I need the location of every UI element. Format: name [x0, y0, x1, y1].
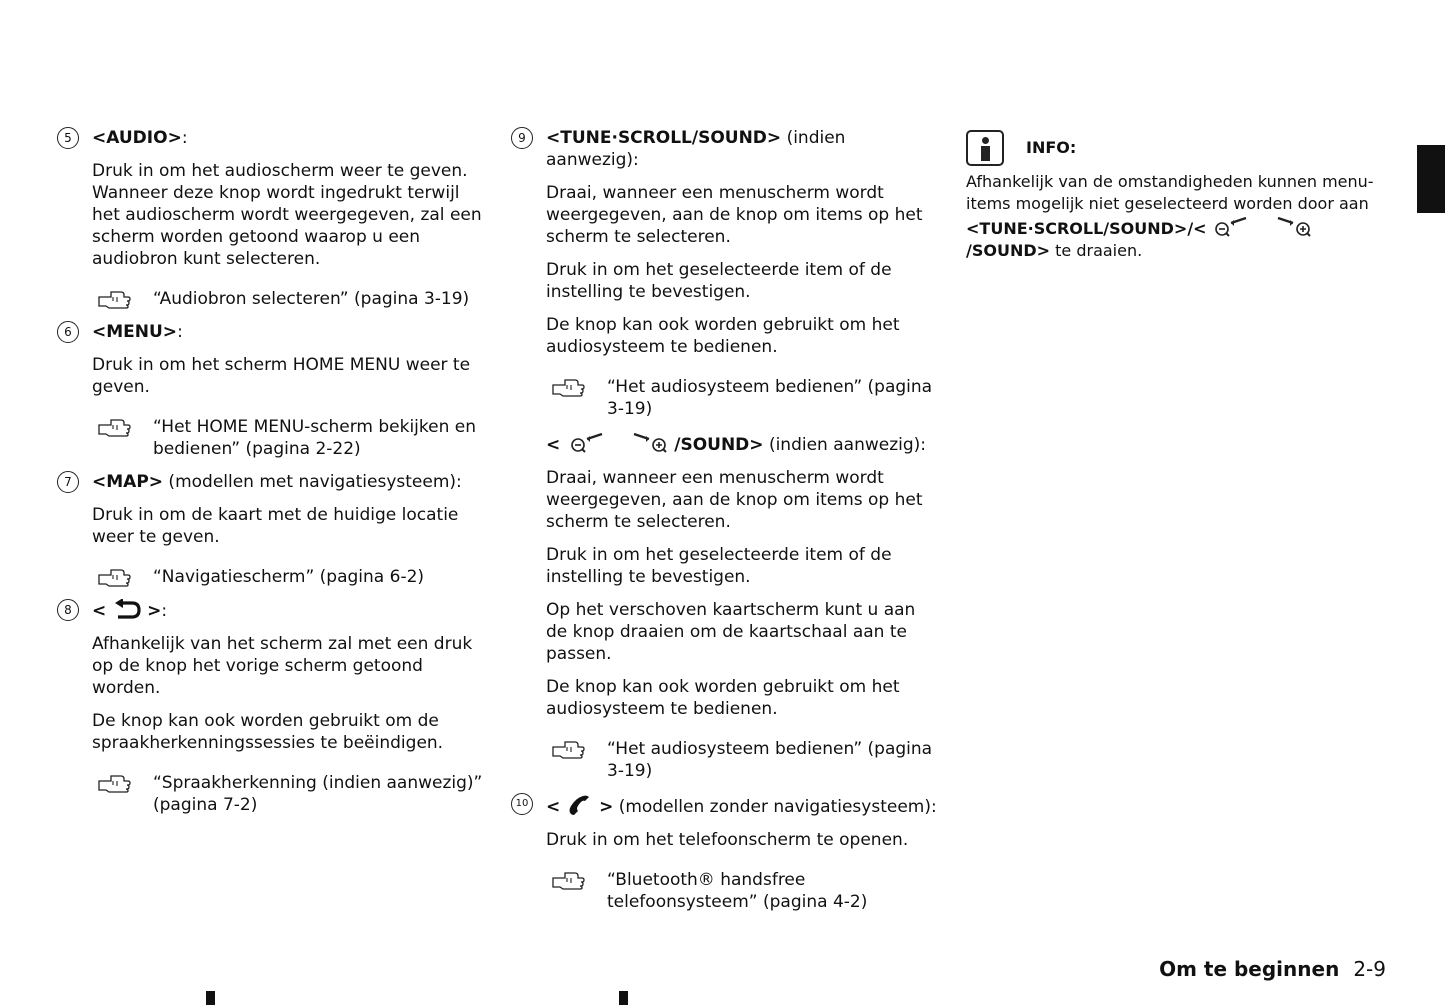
phone-label-close: > — [599, 797, 614, 817]
zoom-out-in-icon — [560, 431, 674, 455]
info-icon — [966, 130, 1004, 166]
crop-mark — [619, 991, 628, 1005]
item-phone-heading — [511, 793, 941, 818]
audio-reference — [153, 288, 487, 310]
reference-hand-icon — [551, 739, 585, 759]
phone-label-open: < — [546, 797, 561, 817]
zoom-reference-text: “Het audiosysteem bedienen” (pagina 3-19) — [607, 739, 933, 781]
zoom-description-2: Druk in om het geselecteerde item of de instelling te bevestigen. — [546, 545, 892, 587]
back-reference-text: “Spraakherkenning (indien aanwezig)” (pagina 7-2) — [153, 773, 483, 815]
phone-suffix: (modellen zonder navigatiesysteem): — [613, 797, 937, 817]
back-description-2: De knop kan ook worden gebruikt om de spraakherkenningssessies te beëindigen. — [92, 711, 444, 753]
zoom-description-1: Draai, wanneer een menuscherm wordt weergegeven, aan de knop om items op het scherm te selecteren. — [546, 468, 923, 532]
phone-icon — [566, 793, 594, 817]
item-number: 5 — [57, 127, 79, 149]
column-left — [57, 127, 487, 827]
zoom-description-4: De knop kan ook worden gebruikt om het audiosysteem te bedienen. — [546, 677, 900, 719]
item-number: 9 — [511, 127, 533, 149]
info-label: INFO: — [1026, 138, 1077, 157]
menu-reference-text: “Het HOME MENU-scherm bekijken en bedienen” (pagina 2-22) — [153, 417, 477, 459]
info-header — [966, 127, 1391, 169]
column-middle — [511, 127, 941, 924]
phone-reference — [607, 869, 941, 913]
crop-mark — [206, 991, 215, 1005]
info-text-1: Afhankelijk van de omstandigheden kunnen menu-items mogelijk niet geselecteerd worden door aan — [966, 172, 1374, 213]
tune-description-1: Draai, wanneer een menuscherm wordt weergegeven, aan de knop om items op het scherm te selecteren. — [546, 183, 923, 247]
item-number: 10 — [511, 793, 533, 815]
phone-reference-text: “Bluetooth® handsfree telefoonsysteem” (pagina 4-2) — [607, 870, 868, 912]
item-menu-heading — [57, 321, 487, 343]
audio-suffix: : — [181, 128, 188, 148]
zoom-reference — [607, 738, 941, 782]
back-description-1: Afhankelijk van het scherm zal met een druk op de knop het vorige scherm getoond worden. — [92, 634, 473, 698]
audio-reference-text: “Audiobron selecteren” (pagina 3-19) — [153, 289, 470, 309]
info-text — [966, 171, 1391, 262]
item-number: 6 — [57, 321, 79, 343]
chapter-tab-marker — [1417, 145, 1445, 213]
reference-hand-icon — [97, 773, 131, 793]
info-note — [966, 127, 1391, 262]
reference-hand-icon — [551, 870, 585, 890]
zoom-label-close: /SOUND> — [674, 435, 764, 455]
map-suffix: (modellen met navigatiesysteem): — [163, 472, 462, 492]
tune-reference — [607, 376, 941, 420]
zoom-out-in-icon — [1207, 215, 1317, 239]
info-bold-2: /SOUND> — [966, 241, 1051, 260]
zoom-suffix: (indien aanwezig): — [763, 435, 927, 455]
map-description: Druk in om de kaart met de huidige locatie weer te geven. — [92, 505, 459, 547]
item-number: 7 — [57, 471, 79, 493]
phone-description: Druk in om het telefoonscherm te openen. — [546, 830, 909, 850]
menu-label: <MENU> — [92, 322, 178, 342]
menu-description: Druk in om het scherm HOME MENU weer te geven. — [92, 355, 471, 397]
map-label: <MAP> — [92, 472, 164, 492]
zoom-description-3: Op het verschoven kaartscherm kunt u aan de knop draaien om de kaartschaal aan te passen. — [546, 600, 916, 664]
back-label-close: > — [147, 601, 162, 621]
item-back-heading — [57, 599, 487, 622]
audio-label: <AUDIO> — [92, 128, 182, 148]
info-text-2: te draaien. — [1050, 241, 1143, 260]
map-reference — [153, 566, 487, 588]
item-audio-heading — [57, 127, 487, 149]
item-number: 8 — [57, 599, 79, 621]
menu-reference — [153, 416, 487, 460]
menu-suffix: : — [177, 322, 183, 342]
tune-reference-text: “Het audiosysteem bedienen” (pagina 3-19) — [607, 377, 933, 419]
audio-description: Druk in om het audioscherm weer te geven. Wanneer deze knop wordt ingedrukt terwijl het audioscherm wordt weergegeven, zal een scherm worden getoond waarop u een audiobron kunt selecteren. — [92, 161, 482, 269]
tune-suffix: (indien aanwezig): — [546, 128, 846, 170]
zoom-label-open: < — [546, 435, 561, 455]
footer-page-number: 2-9 — [1353, 957, 1386, 981]
back-arrow-icon — [112, 599, 142, 621]
reference-hand-icon — [97, 417, 131, 437]
item-tune-heading — [511, 127, 941, 171]
reference-hand-icon — [97, 567, 131, 587]
footer-section-title: Om te beginnen — [1159, 957, 1340, 981]
tune-description-3: De knop kan ook worden gebruikt om het audiosysteem te bedienen. — [546, 315, 900, 357]
map-reference-text: “Navigatiescherm” (pagina 6-2) — [153, 567, 425, 587]
back-suffix: : — [161, 601, 168, 621]
tune-description-2: Druk in om het geselecteerde item of de instelling te bevestigen. — [546, 260, 892, 302]
reference-hand-icon — [551, 377, 585, 397]
info-bold-1: <TUNE·SCROLL/SOUND>/< — [966, 219, 1207, 238]
back-reference — [153, 772, 487, 816]
tune-label: <TUNE·SCROLL/SOUND> — [546, 128, 782, 148]
reference-hand-icon — [97, 289, 131, 309]
back-label-open: < — [92, 601, 107, 621]
item-zoom-heading — [511, 431, 941, 456]
page-footer — [1159, 958, 1386, 980]
item-map-heading — [57, 471, 487, 493]
